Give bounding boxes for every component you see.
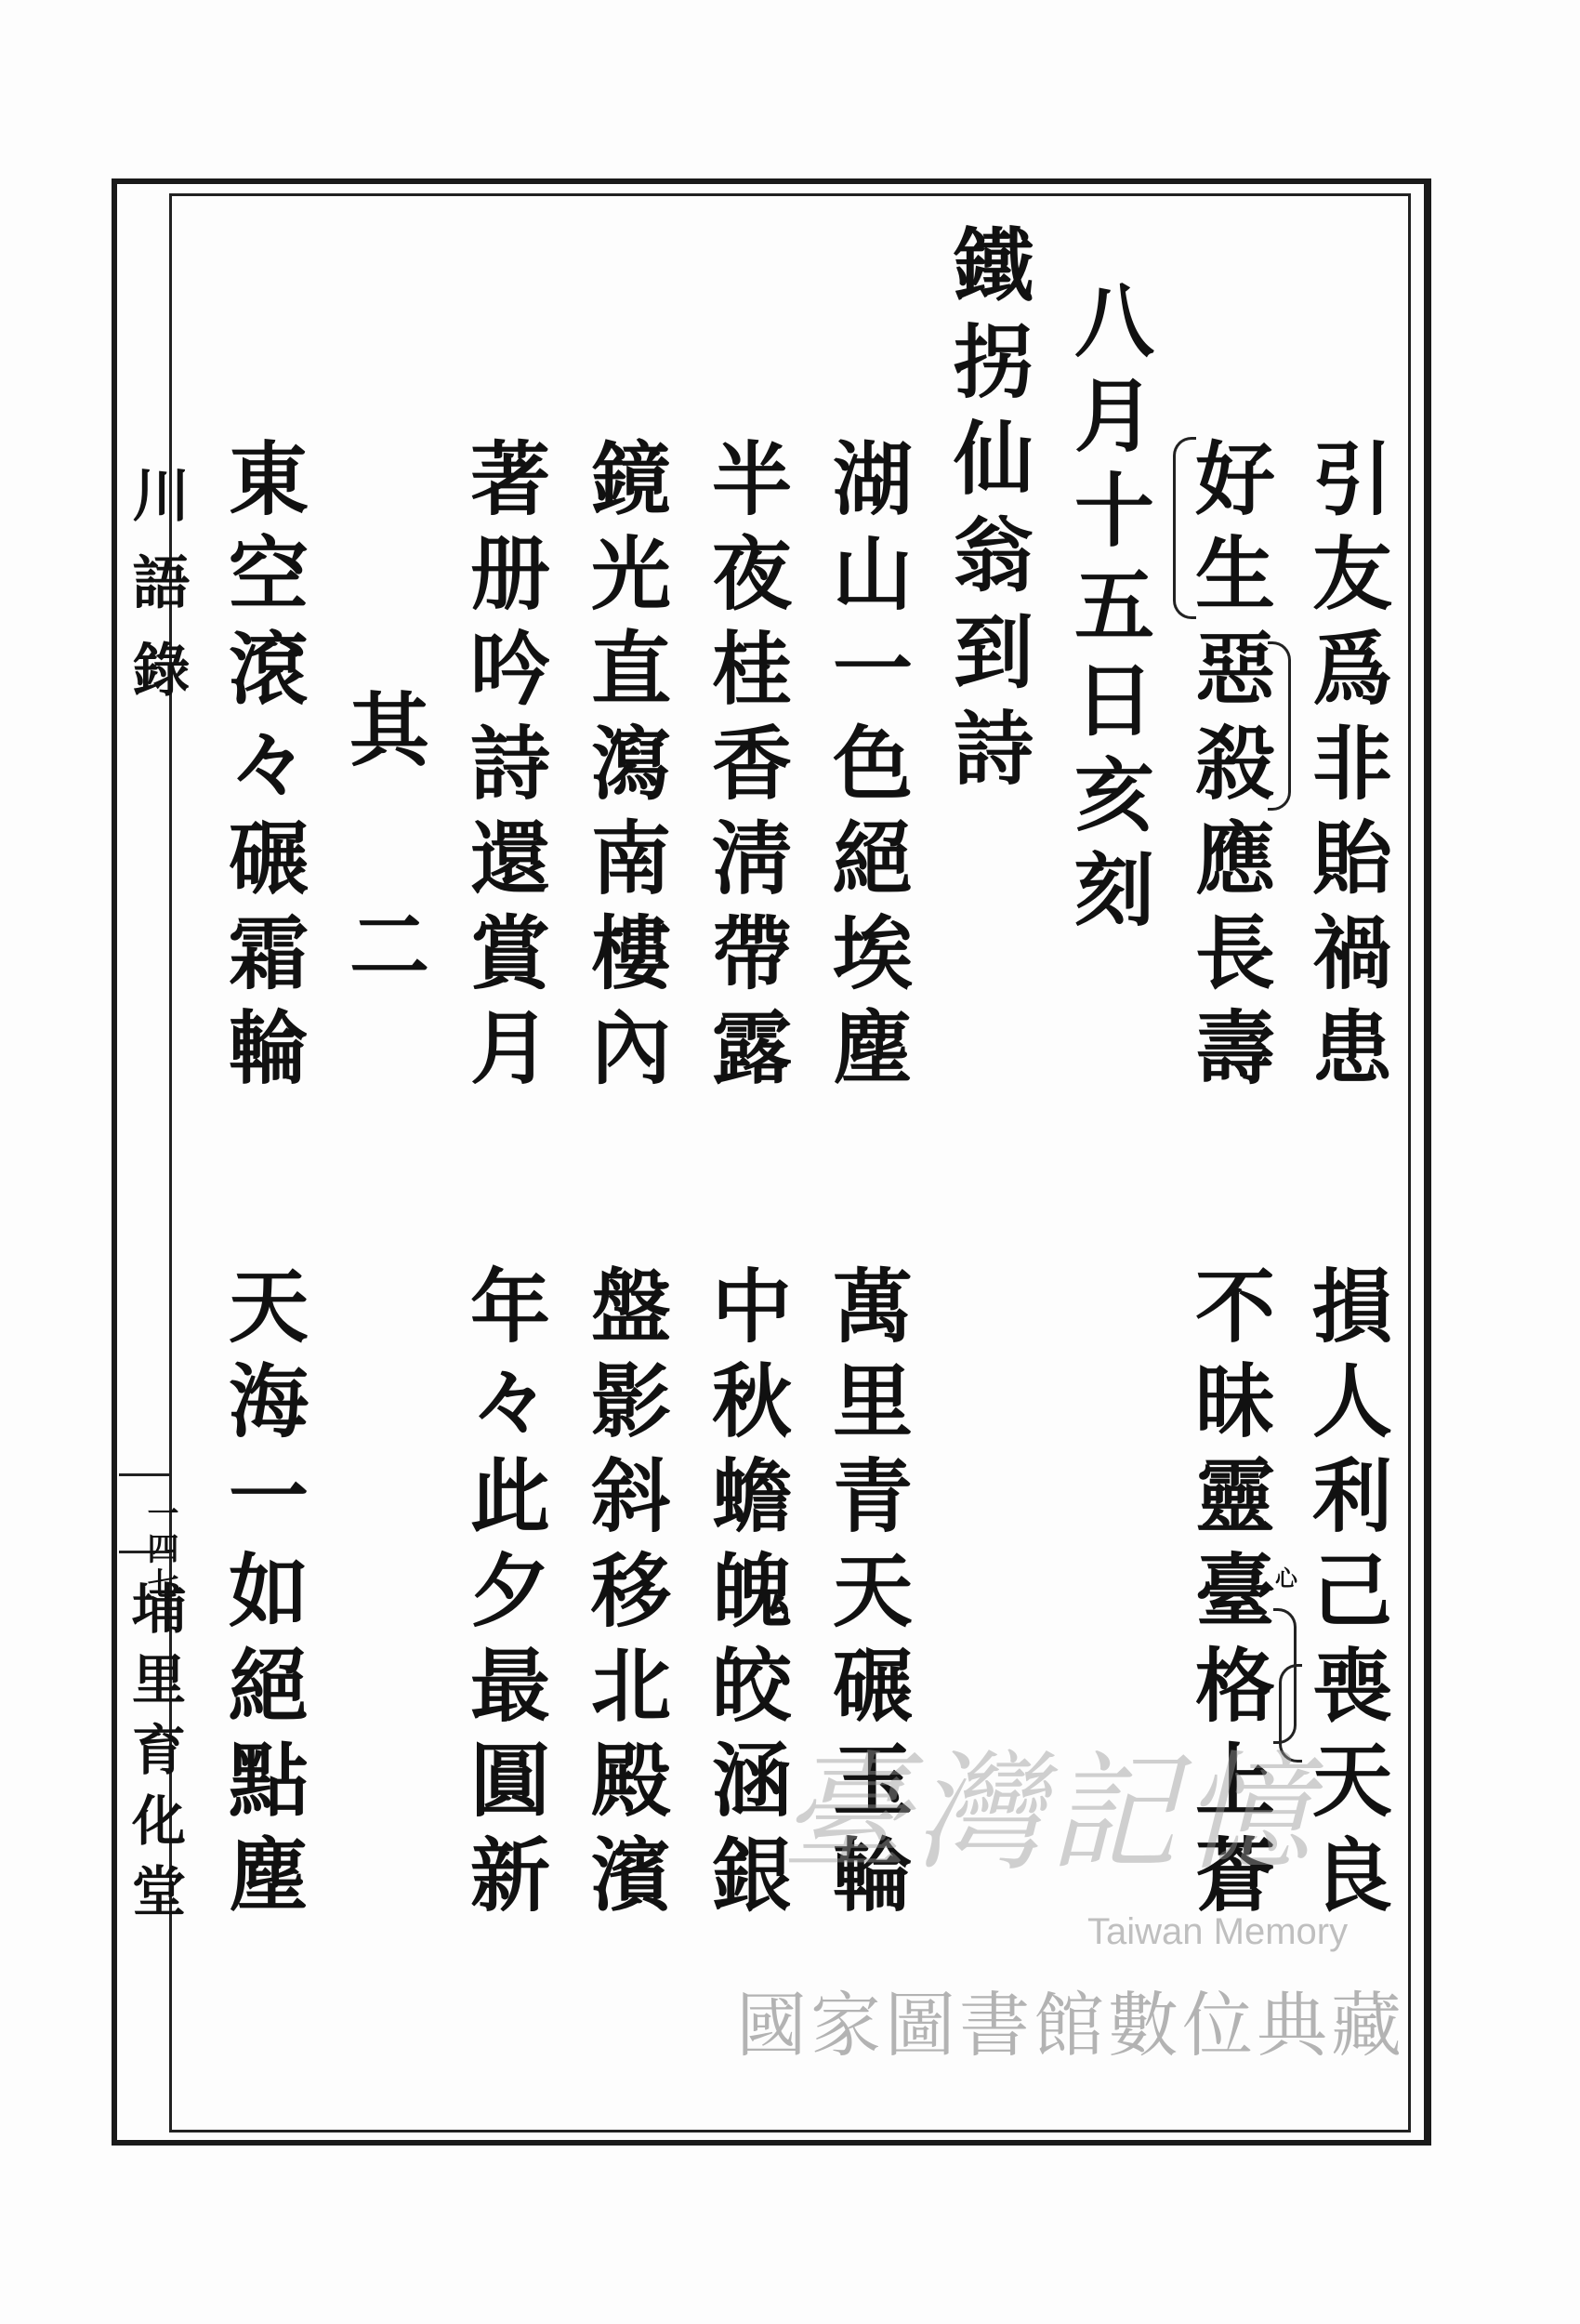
verse-line-5b: 萬里青天碾玉輪	[819, 1264, 913, 1928]
spine-title: 川語錄	[123, 465, 191, 727]
verse-line-1b: 損人利己喪天良	[1298, 1264, 1392, 1928]
verse-line-7b: 盤影斜移北殿濱	[577, 1264, 671, 1928]
verse-line-8a: 著册吟詩還賞月	[456, 437, 550, 1101]
verse-line-1a: 引友爲非貽禍患	[1298, 437, 1392, 1101]
omission-bracket	[1268, 641, 1291, 811]
verse-line-6a: 半夜桂香淸帶露	[698, 437, 792, 1101]
omission-bracket	[1173, 437, 1196, 619]
marginal-note: 心	[1275, 1565, 1297, 1591]
verse-line-5a: 湖山一色絕埃塵	[819, 437, 913, 1101]
date-heading: 八月十五日亥刻	[1060, 279, 1154, 943]
verse-line-2b: 不昧靈臺格上蒼	[1181, 1264, 1275, 1928]
verse-line-10b: 天海一如絕點塵	[215, 1264, 309, 1928]
poem-subtitle: 其二	[336, 688, 429, 1119]
spine-publisher: 埔里育化堂	[123, 1580, 186, 1934]
watermark-seal: 臺灣記憶	[781, 1738, 1317, 1888]
verse-line-6b: 中秋蟾魄皎涵銀	[698, 1264, 792, 1928]
verse-line-7a: 鏡光直瀉南樓內	[577, 437, 671, 1101]
verse-line-10a: 東空滾々碾霜輪	[215, 437, 309, 1101]
verse-line-8b: 年々此夕最圓新	[456, 1264, 550, 1928]
watermark-english: Taiwan Memory	[1087, 1911, 1349, 1952]
poem-title: 鐵拐仙翁到詩	[940, 223, 1034, 803]
page-number: 一四七	[141, 1497, 178, 1603]
watermark-chinese: 國家圖書館數位典藏	[736, 1984, 1405, 2067]
folio-rule-top	[119, 1473, 169, 1476]
verse-line-2a: 好生惡殺應長壽	[1181, 437, 1275, 1101]
